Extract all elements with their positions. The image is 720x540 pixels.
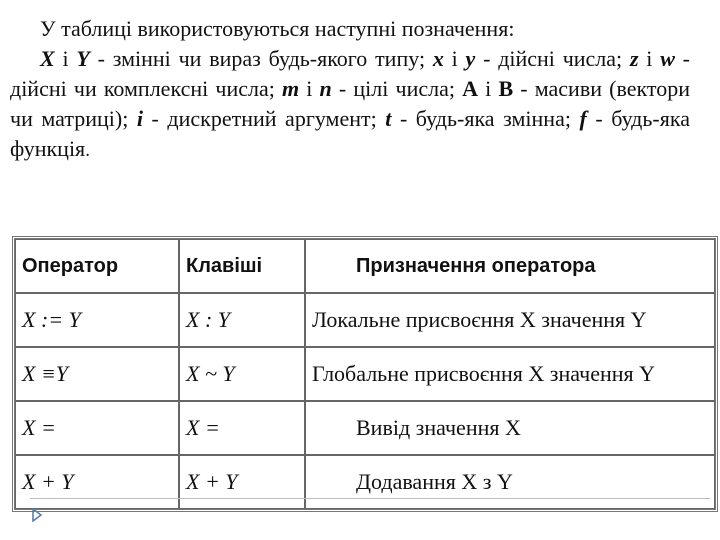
table-row — [15, 293, 715, 347]
operators-table-wrapper — [12, 236, 718, 512]
cell-operator: X + Y — [15, 455, 179, 509]
cell-operator: X = — [15, 401, 179, 455]
triangle-right-icon[interactable] — [30, 508, 44, 522]
var-Y: Y — [76, 46, 90, 71]
cell-purpose: Додавання X з Y — [305, 455, 715, 509]
cell-operator: X ≡Y — [15, 347, 179, 401]
table-row — [15, 455, 715, 509]
cell-keys: X + Y — [179, 455, 305, 509]
cell-purpose: Глобальне присвоєння X значення Y — [305, 347, 715, 401]
cell-keys: X ~ Y — [179, 347, 305, 401]
header-keys: Клавіші — [179, 239, 305, 293]
table-row — [15, 347, 715, 401]
var-X: X — [40, 46, 55, 71]
table-header-row — [15, 239, 715, 293]
cell-keys: X = — [179, 401, 305, 455]
cell-purpose: Локальне присвоєння X значення Y — [305, 293, 715, 347]
divider — [30, 498, 710, 499]
operators-table — [12, 236, 718, 512]
cell-keys: X : Y — [179, 293, 305, 347]
cell-operator: X := Y — [15, 293, 179, 347]
cell-purpose: Вивід значення X — [305, 401, 715, 455]
header-operator: Оператор — [15, 239, 179, 293]
header-purpose: Призначення оператора — [305, 239, 715, 293]
table-row — [15, 401, 715, 455]
intro-paragraph: У таблиці використовуються наступні позначення: X і Y - змінні чи вираз будь-якого типу; x і y - дійсні числа; z і w - дійсні чи комплексні числа; m і n - цілі числа; A і B - масиви (вектори чи матриці); i - дискретний аргумент; t - будь-яка змінна; f - будь-яка функція. — [10, 16, 690, 161]
